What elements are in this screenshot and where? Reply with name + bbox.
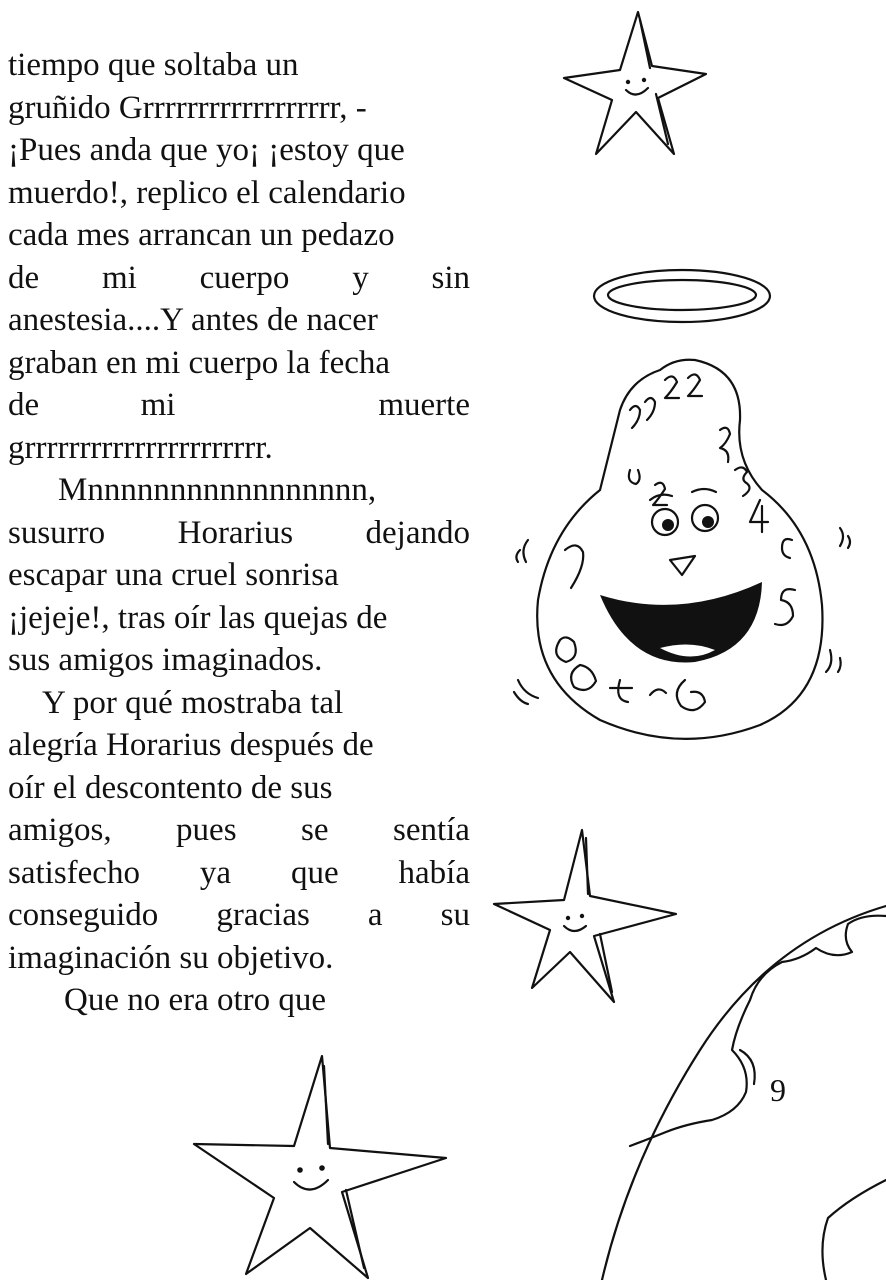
word: de [8, 259, 40, 296]
text-line [8, 809, 470, 852]
word: ya [199, 854, 232, 891]
word: de [8, 387, 40, 423]
text-line: anestesia....Y antes de nacer [8, 302, 378, 338]
text-line [8, 384, 470, 427]
text-line [8, 512, 470, 555]
text-line: Mnnnnnnnnnnnnnnnnn, [58, 472, 377, 508]
word: su [440, 897, 470, 933]
text-line: ¡jejeje!, tras oír las quejas de [8, 599, 388, 636]
text-line: sus amigos imaginados. [8, 642, 323, 678]
text-line: alegría Horarius después de [8, 727, 374, 763]
word: sentía [392, 812, 470, 848]
word: y [352, 259, 369, 296]
word: a [367, 897, 383, 933]
word: muerte [378, 387, 470, 423]
text-line: oír el descontento de sus [8, 769, 333, 806]
word: se [301, 812, 329, 848]
text-line: tiempo que soltaba un [8, 47, 299, 83]
story-text [8, 44, 478, 1022]
word: conseguido [8, 897, 159, 933]
word: Horarius [177, 514, 294, 551]
halo-icon [588, 262, 776, 332]
text-line: cada mes arrancan un pedazo [8, 217, 395, 253]
word: había [398, 854, 470, 891]
word: pues [176, 812, 237, 848]
word: dejando [365, 514, 470, 551]
page-number: 9 [770, 1072, 786, 1108]
text-line: Y por qué mostraba tal [42, 684, 344, 721]
text-line: graban en mi cuerpo la fecha [8, 344, 391, 381]
planet-icon [590, 900, 886, 1280]
text-line: muerdo!, replico el calendario [8, 174, 406, 211]
text-line: imaginación su objetivo. [8, 939, 334, 976]
star-icon [190, 1052, 450, 1280]
text-line [8, 257, 470, 300]
word: amigos, [8, 812, 112, 848]
text-line: gruñido Grrrrrrrrrrrrrrrrrr, - [8, 89, 367, 126]
word: sin [431, 259, 470, 296]
text-line [8, 852, 470, 895]
text-line: Que no era otro que [64, 982, 327, 1018]
word: mi [101, 259, 137, 296]
word: cuerpo [199, 259, 290, 296]
word: gracias [216, 897, 310, 933]
word: mi [140, 387, 176, 423]
star-icon [560, 8, 710, 158]
text-line: ¡Pues anda que yo¡ ¡estoy que [8, 132, 405, 168]
text-line: grrrrrrrrrrrrrrrrrrrrrr. [8, 429, 273, 466]
word: satisfecho [8, 854, 140, 891]
text-line: escapar una cruel sonrisa [8, 557, 339, 593]
word: que [290, 854, 339, 891]
clock-character-icon [510, 350, 860, 750]
text-line [8, 894, 470, 937]
word: susurro [8, 514, 106, 551]
